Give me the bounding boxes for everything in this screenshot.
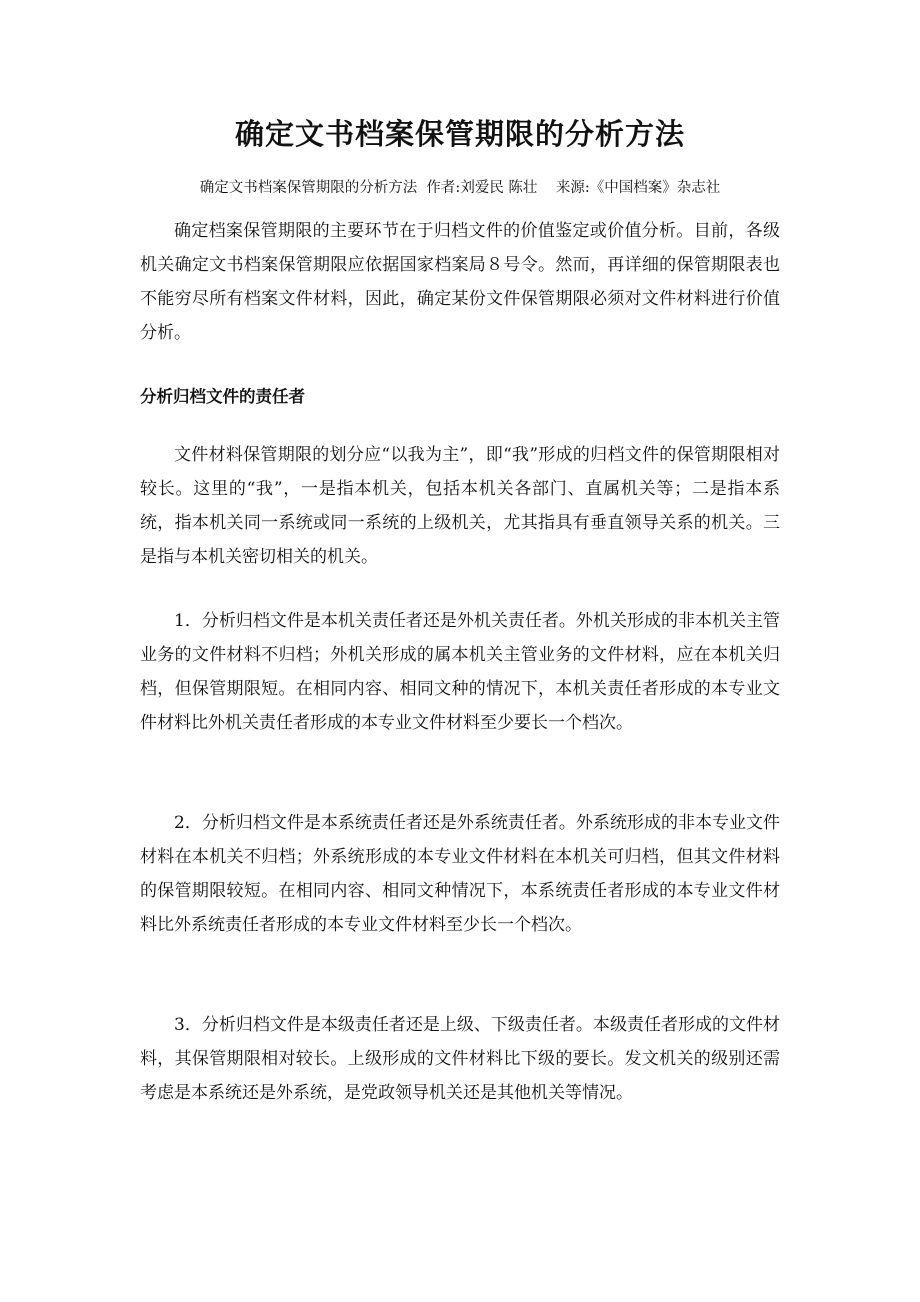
page-title: 确定文书档案保管期限的分析方法 [234,117,685,151]
item-1-paragraph: 1．分析归档文件是本机关责任者还是外机关责任者。外机关形成的非本机关主管业务的文件材料不归档；外机关形成的属本机关主管业务的文件材料，应在本机关归档，但保管期限短。在相同内容、相同文种的情况下，本机关责任者形成的本专业文件材料比外机关责任者形成的本专业文件材料至少要长一个档次。 [140,611,780,733]
section-intro-paragraph: 文件材料保管期限的划分应“以我为主”，即“我”形成的归档文件的保管期限相对较长。这里的“我”，一是指本机关，包括本机关各部门、直属机关等；二是指本系统，指本机关同一系统或同一系统的上级机关，尤其指具有垂直领导关系的机关。三是指与本机关密切相关的机关。 [140,445,780,567]
item-2-paragraph: 2．分析归档文件是本系统责任者还是外系统责任者。外系统形成的非本专业文件材料在本机关不归档；外系统形成的本专业文件材料在本机关可归档，但其文件材料的保管期限较短。在相同内容、相同文种情况下，本系统责任者形成的本专业文件材料比外系统责任者形成的本专业文件材料至少长一个档次。 [140,813,780,935]
item-3-paragraph: 3．分析归档文件是本级责任者还是上级、下级责任者。本级责任者形成的文件材料，其保管期限相对较长。上级形成的文件材料比下级的要长。发文机关的级别还需考虑是本系统还是外系统，是党政领导机关还是其他机关等情况。 [140,1015,780,1103]
article-meta: 确定文书档案保管期限的分析方法 作者:刘爱民 陈壮 来源:《中国档案》杂志社 [199,180,721,196]
intro-paragraph: 确定档案保管期限的主要环节在于归档文件的价值鉴定或价值分析。目前，各级机关确定文书档案保管期限应依据国家档案局８号令。然而，再详细的保管期限表也不能穷尽所有档案文件材料，因此，确定某份文件保管期限必须对文件材料进行价值分析。 [140,221,780,343]
section-heading: 分析归档文件的责任者 [140,387,305,406]
